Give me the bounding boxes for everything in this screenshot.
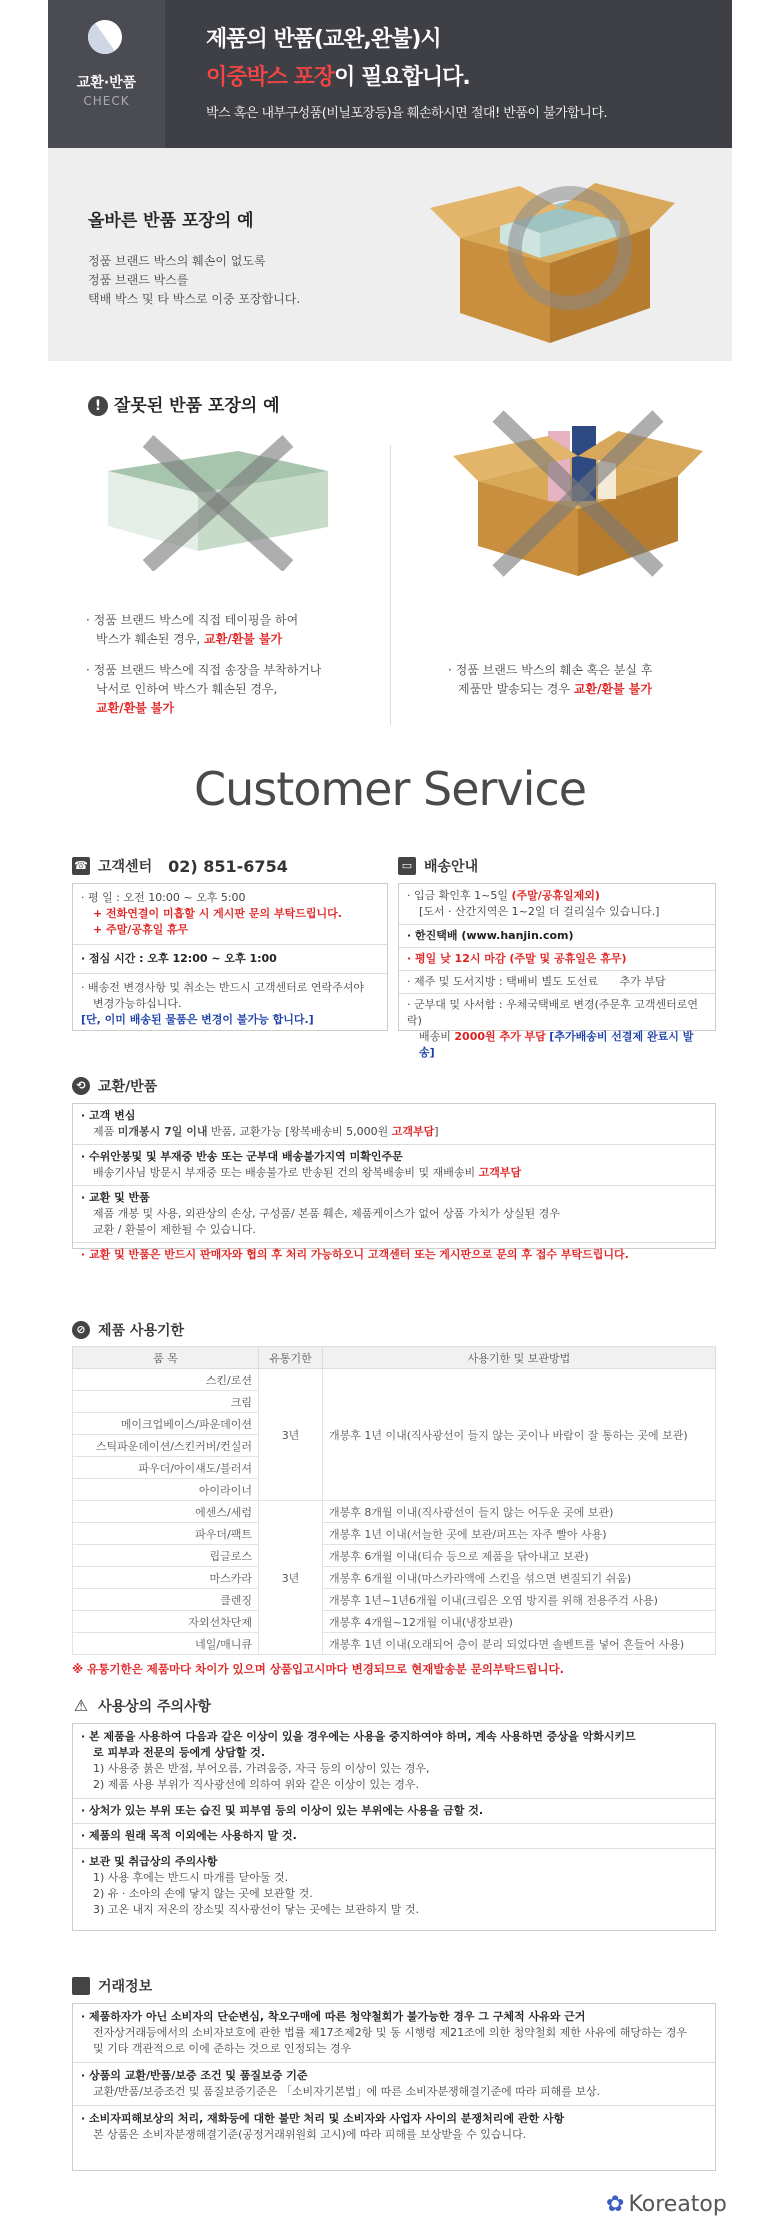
truck-icon: ▭ [398,857,416,875]
refresh-icon: ⟲ [72,1077,90,1095]
lotus-logo-icon: ✿ [606,2192,625,2217]
callcenter-header [72,856,288,876]
table-cell: 에센스/세럼 [73,1501,259,1523]
callcenter-box: · 평 일 : 오전 10:00 ~ 오후 5:00 + 전화연결이 미흡할 시 게시판 문의 부탁드립니다. + 주말/공휴일 휴무 · 점심 시간 : 오후 12:00 ~ 오후 1:00 · 배송전 변경사항 및 취소는 반드시 고객센터로 연락주셔야 변경가능하십니다. [단, 이미 배송된 물품은 변경이 불가능 합니다.] [72,883,388,1031]
no-icon: ⊘ [72,1321,90,1339]
table-cell: 메이크업베이스/파운데이션 [73,1413,259,1435]
koreatop-logo: ✿ Koreatop [606,2192,727,2217]
delivery-header [398,856,478,876]
customer-service-title: Customer Service [193,762,587,816]
missing-box-image [448,401,708,581]
taped-box-image [88,431,348,571]
correct-packaging-section [48,148,732,361]
callcenter-label: 고객센터 [98,859,153,875]
banner-line2-rest: 이 필요합니다. [334,65,470,90]
table-cell: 자외선차단제 [73,1611,259,1633]
correct-desc [88,252,300,309]
return-check-banner [48,0,732,148]
banner-highlight: 이중박스 포장 [206,65,335,90]
table-cell: 크림 [73,1391,259,1413]
phone-icon: ☎ [72,857,90,875]
th-item: 품 목 [73,1347,259,1369]
table-cell: 마스카라 [73,1567,259,1589]
delivery-box: · 입금 확인후 1~5일 (주말/공휴일제외) [도서 · 산간지역은 1~2일 더 걸리실수 있습니다.] · 한진택배 (www.hanjin.com) · 평일 낮 12시 마감 (주말 및 공휴일은 휴무) · 제주 및 도서지방 : 택배비 별도 도선료 추가 부담 · 군부대 및 사서함 : 우체국택배로 변경(주문후 고객센터로연락) 배송비 2000원 추가 부담 [추가배송비 선결제 완료시 발송] [398,883,716,1031]
vertical-divider [390,445,391,725]
table-cell: 파우더/팩트 [73,1523,259,1545]
trade-label: 거래정보 [98,1979,153,1995]
correct-desc-line: 택배 박스 및 타 박스로 이중 포장합니다. [88,292,301,306]
correct-desc-line: 정품 브랜드 박스를 [88,273,189,287]
exclamation-icon: ! [88,396,108,416]
expiry-table: 품 목 유통기한 사용기한 및 보관방법 스킨/로션 3년 개봉후 1년 이내(직사광선이 들지 않는 곳이나 바람이 잘 통하는 곳에 보관) 크림 메이크업베이스/파운데이션 스틱파운데이션/스킨커버/컨실러 파우더/아이섀도/블러셔 아이라이너 에센스/세럼 3년 개봉후 8개월 이내(직사광선이 들지 않는 어두운 곳에 보관) 파우더/팩트 개봉후 1년 이내(서늘한 곳에 보관/퍼프는 자주 빨아 사용) 립글로스 개봉후 6개월 이내(티슈 등으로 제품을 닦아내고 보관) 마스카라 개봉후 6개월 이내(마스카라액에 스킨을 섞으면 변질되기 쉬움) 클렌징 개봉후 1년~1년6개월 이내(크림은 오염 방지를 위해 전용주걱 사용) 자외선차단제 개봉후 4개월~12개월 이내(냉장보관) 네일/매니큐 개봉후 1년 이내(오래되어 층이 분리 되었다면 솔벤트를 넣어 흔들어 사용) ※ 유통기한은 제품마다 차이가 있으며 상품입고시마다 변경되므로 현재발송분 문의부탁드립니다. [72,1346,716,1677]
trade-header [72,1976,152,1996]
table-cell: 클렌징 [73,1589,259,1611]
callcenter-phone: 02) 851-6754 [168,856,288,876]
caution-label: 사용상의 주의사항 [98,1699,212,1715]
wrong-note-missing: · 정품 브랜드 박스의 훼손 혹은 분실 후 제품만 발송되는 경우 교환/환불 불가 [448,663,653,696]
banner-sub: 박스 혹은 내부구성품(비닐포장등)을 훼손하시면 절대! 반품이 불가합니다. [206,106,608,121]
wrong-note-taping: · 정품 브랜드 박스에 직접 테이핑을 하여 박스가 훼손된 경우, 교환/환불 불가 [86,613,299,646]
caution-box: · 본 제품을 사용하여 다음과 같은 이상이 있을 경우에는 사용을 중지하여야 하며, 계속 사용하면 증상을 악화시키므 로 피부과 전문의 등에게 상담할 것. 1) 사용중 붉은 반점, 부어오름, 가려움증, 자극 등의 이상이 있는 경우, 2) 제품 사용 부위가 직사광선에 의하여 위와 같은 이상이 있는 경우. · 상처가 있는 부위 또는 습진 및 피부염 등의 이상이 있는 부위에는 사용을 금할 것. · 제품의 원래 목적 이외에는 사용하지 말 것. · 보관 및 취급상의 주의사항 1) 사용 후에는 반드시 마개를 닫아둘 것. 2) 유 · 소아의 손에 닿지 않는 곳에 보관할 것. 3) 고온 내지 저온의 장소및 직사광선이 닿는 곳에는 보관하지 말 것. [72,1723,716,1931]
table-cell: 스틱파운데이션/스킨커버/컨실러 [73,1435,259,1457]
double-box-image [420,168,680,348]
warning-icon: ⚠ [73,1696,89,1715]
exchange-box: · 고객 변심 제품 미개봉시 7일 이내 반품, 교환가능 [왕복배송비 5,000원 고객부담] · 수위안봉및 및 부재중 반송 또는 군부대 배송불가지역 미확인주문 배송기사님 방문시 부재중 또는 배송불가로 반송된 건의 왕복배송비 및 재배송비 고객부담 · 교환 및 반품 제품 개봉 및 사용, 외관상의 손상, 구성품/ 본품 훼손, 제품케이스가 없어 상품 가치가 상실된 경우 교환 / 환불이 제한될 수 있습니다. · 교환 및 반품은 반드시 판매자와 협의 후 처리 가능하오니 고객센터 또는 게시판으로 문의 후 접수 부탁드립니다. [72,1103,716,1249]
th-method: 사용기한 및 보관방법 [323,1347,716,1369]
expiry-notice: ※ 유통기한은 제품마다 차이가 있으며 상품입고시마다 변경되므로 현재발송분 문의부탁드립니다. [72,1662,564,1676]
table-cell: 립글로스 [73,1545,259,1567]
correct-desc-line: 정품 브랜드 박스의 훼손이 없도록 [88,254,266,268]
table-cell: 파우더/아이섀도/블러셔 [73,1457,259,1479]
exchange-label: 교환/반품 [98,1079,158,1095]
wrong-note-label: · 정품 브랜드 박스에 직접 송장을 부착하거나 낙서로 인하여 박스가 훼손된 경우, 교환/환불 불가 [86,663,322,715]
wrong-packaging-section [48,361,732,751]
square-icon [72,1977,90,1995]
wrong-title: ! 잘못된 반품 포장의 예 [88,391,280,416]
trade-box: · 제품하자가 아닌 소비자의 단순변심, 착오구매에 따른 청약철회가 불가능한 경우 그 구체적 사유와 근거 전자상거래등에서의 소비자보호에 관한 법률 제17조제2항 및 동 시행령 제21조에 의한 청약철회 제한 사유에 해당하는 경우 및 기타 객관적으로 이에 준하는 것으로 인정되는 경우 · 상품의 교환/반품/보증 조건 및 품질보증 기준 교환/반품/보증조건 및 품질보증기준은 「소비자기본법」에 따른 소비자분쟁해결기준에 따라 피해를 보상. · 소비자피해보상의 처리, 재화등에 대한 불만 처리 및 소비자와 사업자 사이의 분쟁처리에 관한 사항 본 상품은 소비자분쟁해결기준(공정거래위원회 고시)에 따라 피해를 보상받을 수 있습니다. [72,2003,716,2171]
badge-sub: CHECK [83,94,130,108]
check-badge [48,0,165,148]
table-cell: 아이라이너 [73,1479,259,1501]
banner-line2 [206,60,470,91]
th-period: 유통기한 [259,1347,323,1369]
banner-line1: 제품의 반품(교완,완불)시 [206,27,441,52]
expiry-label: 제품 사용기한 [98,1323,185,1339]
badge-title: 교환·반품 [76,75,137,91]
expiry-header [72,1320,184,1340]
correct-title: 올바른 반품 포장의 예 [88,211,254,231]
table-cell: 스킨/로션 [73,1369,259,1391]
delivery-label: 배송안내 [424,859,479,875]
table-cell: 네일/매니큐 [73,1633,259,1655]
caution-header [72,1696,211,1716]
exchange-header [72,1076,157,1096]
